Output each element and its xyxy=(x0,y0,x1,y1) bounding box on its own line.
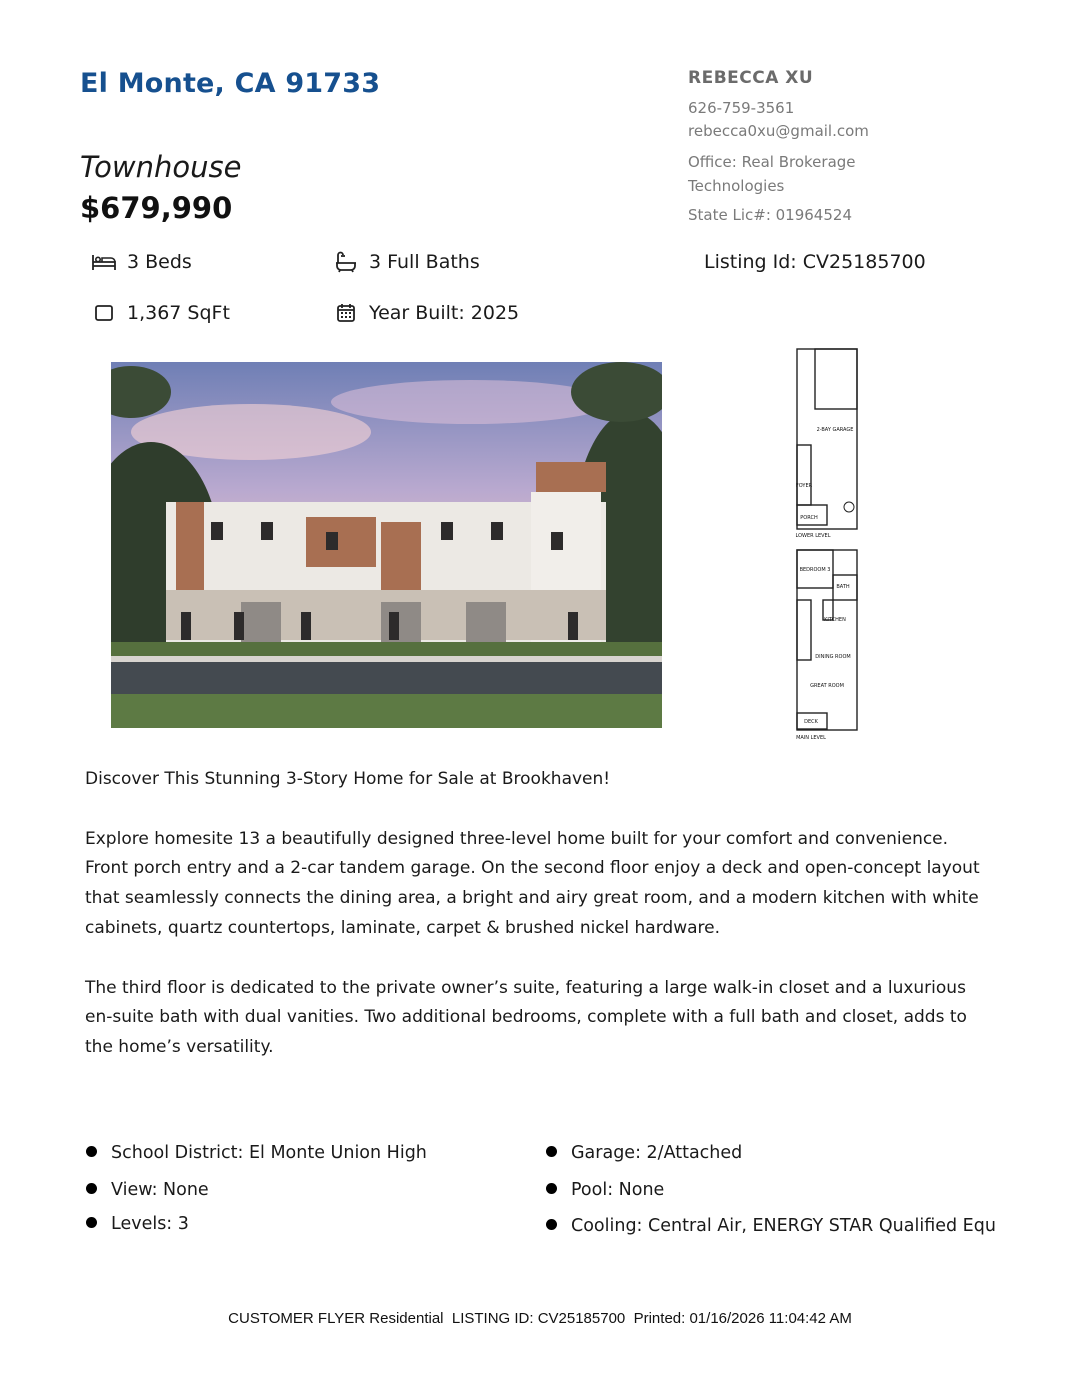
plan-garage-label: 2-BAY GARAGE xyxy=(816,427,854,433)
page-footer: CUSTOMER FLYER Residential LISTING ID: CV25185700 Printed: 01/16/2026 11:04:42 AM xyxy=(228,1310,852,1327)
agent-email: rebecca0xu@gmail.com xyxy=(688,122,869,140)
bullet-icon xyxy=(546,1219,557,1230)
agent-office-line2: Technologies xyxy=(688,177,785,195)
bullet-icon xyxy=(86,1146,97,1157)
detail-pool-text: Pool: None xyxy=(571,1180,665,1200)
year-built-feature xyxy=(333,301,519,325)
baths-feature xyxy=(333,250,480,274)
bullet-icon xyxy=(546,1146,557,1157)
price: $679,990 xyxy=(80,191,233,225)
description-paragraph-1: Explore homesite 13 a beautifully designed three-level home built for your comfort and convenience. Front porch entry and a 2-car tandem garage. On the second floor enjoy a deck and open-concept layout that seamlessly connects the dining area, a bright and airy great room, and a modern kitchen with white cabinets, quartz countertops, laminate, carpet & brushed nickel hardware. xyxy=(85,828,980,938)
plan-deck-label: DECK xyxy=(804,719,818,725)
beds-feature xyxy=(91,250,192,274)
detail-pool xyxy=(546,1180,664,1200)
detail-cooling-text: Cooling: Central Air, ENERGY STAR Qualified Equ xyxy=(571,1216,996,1236)
beds-label: 3 Beds xyxy=(127,251,192,273)
bullet-icon xyxy=(546,1183,557,1194)
description xyxy=(85,765,985,1093)
plan-main-label: MAIN LEVEL xyxy=(796,735,826,741)
detail-levels-text: Levels: 3 xyxy=(111,1214,189,1234)
plan-porch-label: PORCH xyxy=(800,515,818,521)
agent-phone: 626-759-3561 xyxy=(688,99,795,117)
detail-garage-text: Garage: 2/Attached xyxy=(571,1143,743,1163)
plan-great-label: GREAT ROOM xyxy=(810,683,844,689)
year-built-label: Year Built: 2025 xyxy=(369,302,520,324)
detail-levels xyxy=(86,1214,189,1234)
detail-garage xyxy=(546,1143,742,1163)
plan-foyer-label: FOYER xyxy=(795,483,813,489)
agent-office-line1: Office: Real Brokerage xyxy=(688,153,856,171)
floor-plan xyxy=(787,345,929,743)
detail-view-text: View: None xyxy=(111,1180,209,1200)
bullet-icon xyxy=(86,1217,97,1228)
bullet-icon xyxy=(86,1183,97,1194)
property-photo xyxy=(111,362,662,728)
agent-name: REBECCA XU xyxy=(688,68,814,88)
city-line: El Monte, CA 91733 xyxy=(80,68,381,99)
plan-kitchen-label: KITCHEN xyxy=(824,617,846,623)
listing-id: Listing Id: CV25185700 xyxy=(704,251,926,273)
detail-view xyxy=(86,1180,209,1200)
property-type: Townhouse xyxy=(80,150,242,184)
detail-school-text: School District: El Monte Union High xyxy=(111,1143,427,1163)
detail-cooling xyxy=(546,1216,1000,1236)
plan-lower-label: LOWER LEVEL xyxy=(795,533,831,539)
square-icon xyxy=(91,301,117,325)
description-paragraph-2: The third floor is dedicated to the private owner’s suite, featuring a large walk-in closet and a luxurious en-suite bath with dual vanities. Two additional bedrooms, complete with a full bath and closet, adds to the home’s versatility. xyxy=(85,977,967,1058)
description-headline: Discover This Stunning 3-Story Home for Sale at Brookhaven! xyxy=(85,769,611,789)
plan-dining-label: DINING ROOM xyxy=(815,654,851,660)
plan-bedroom-label: BEDROOM 3 xyxy=(799,567,831,573)
agent-license: State Lic#: 01964524 xyxy=(688,206,852,224)
baths-label: 3 Full Baths xyxy=(369,251,480,273)
bed-icon xyxy=(91,250,117,274)
plan-bath-label: BATH xyxy=(836,584,850,590)
bathtub-icon xyxy=(333,250,359,274)
sqft-feature xyxy=(91,301,230,325)
sqft-label: 1,367 SqFt xyxy=(127,302,230,324)
calendar-icon xyxy=(333,301,359,325)
detail-school xyxy=(86,1143,427,1163)
